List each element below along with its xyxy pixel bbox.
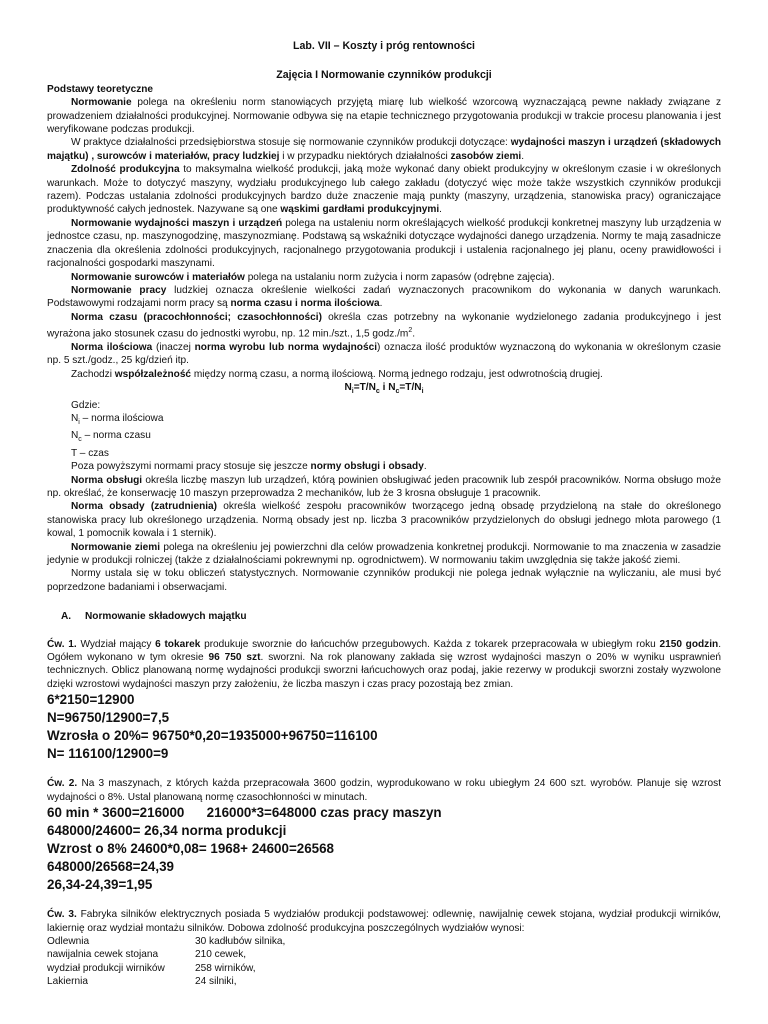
paragraph-normy-statystyka: Normy ustala się w toku obliczeń statystycznych. Normowanie czynników produkcji nie polega jednak wyłącznie na wyliczaniu, ale musi być poprzedzone badaniami i obserwacjami. [47, 568, 721, 593]
paragraph-norma-obsady: Norma obsady (zatrudnienia) określa wielkość zespołu pracowników tworzącego jedną obsadę przydzieloną na stałe do określonego stanowiska pracy lub określonego urządzenia. Normą obsady jest np. liczba 3 pracowników przydzielonych do obsługi jednego młota parowego (1 kowal, 1 pomocnik kowala i 1 sternik). [47, 501, 721, 540]
calc-line: 648000/24600= 26,34 norma produkcji [47, 823, 287, 839]
exercise-2: Ćw. 2. Na 3 maszynach, z których każda przepracowała 3600 godzin, wyprodukowano w roku ubiegłym 24 600 szt. wyrobów. Planuje się wzrost wydajności o 8%. Ustal planowaną normę czasochłonności w minutach. [47, 778, 722, 803]
calc-line: N=96750/12900=7,5 [47, 710, 170, 726]
calc-line: 6*2150=12900 [47, 692, 135, 708]
document-subtitle: Zajęcia I Normowanie czynników produkcji [276, 69, 492, 82]
calc-line: 648000/26568=24,39 [47, 859, 174, 875]
section-a-heading: A. Normowanie składowych majątku [61, 611, 247, 623]
exercise-1: Ćw. 1. Wydział mający 6 tokarek produkuje sworznie do łańcuchów przegubowych. Każda z tokarek przepracowała w ubiegłym roku 2150 godzin. Ogółem wykonano w tym okresie 96 750 szt. sworzni. Na rok planowany zakłada się wzrost wydajności maszyn o 20% w wyniku usprawnień technicznych. Oblicz planowaną normę wydajności produkcji sworzni łańcuchowych oraz podaj, jakie rezerwy w produkcji sworzni zostały wyzwolone dzięki wzrostowi wydajności maszyn przy założeniu, że liczba maszyn i czas pracy pozostają bez zmian. [47, 638, 722, 690]
calc-line: 26,34-24,39=1,95 [47, 877, 153, 893]
table-row: wydział produkcji wirników 258 wirników, [47, 962, 256, 974]
paragraph-praca: Normowanie pracy ludzkiej oznacza określenie wielkości zadań wyznaczonych pracownikom do wykonania w danych warunkach. Podstawowymi rodzajami norm pracy są norma czasu i norma ilościowa. [47, 284, 721, 310]
paragraph-surowce: Normowanie surowców i materiałów polega na ustalaniu norm zużycia i norm zapasów (odrębne zajęcia). [71, 271, 555, 283]
paragraph-wspolzaleznosc: Zachodzi współzależność między normą czasu, a normą ilościową. Normą jednego rodzaju, jest odwrotnością drugiej. [71, 368, 603, 380]
table-row: Odlewnia 30 kadłubów silnika, [47, 935, 286, 947]
legend-nc: $N_c$ – norma czasu [71, 430, 151, 444]
paragraph-norma-ilosciowa: Norma ilościowa (inaczej norma wyrobu lub norma wydajności) oznacza ilość produktów wyznaczoną do wykonania w określonym czasie np. 5 szt./godz., 25 kg/dzień itp. [47, 341, 721, 367]
document-page [47, 40, 721, 989]
capacity-table [47, 935, 721, 989]
paragraph-obsluga-obsada: Poza powyższymi normami pracy stosuje się jeszcze normy obsługi i obsady. [71, 461, 427, 473]
legend-ni: $N_i$ – norma ilościowa [71, 412, 164, 426]
section-heading: Podstawy teoretyczne [47, 83, 154, 95]
formula-legend [71, 399, 721, 461]
paragraph-norma-obslugi: Norma obsługi określa liczbę maszyn lub urządzeń, którą powinien obsługiwać jeden pracownik lub zespół pracowników. Norma obsługo może np. określać, że konserwację 10 maszyn przeprowadza 2 mechaników, lub że 3 krosna obsługuje 1 pracownik. [47, 474, 721, 499]
calc-line: N= 116100/12900=9 [47, 746, 169, 762]
exercise-1-calculations [47, 691, 721, 763]
document-title: Lab. VII – Koszty i próg rentowności [293, 40, 475, 52]
calc-line: Wzrosła o 20%= 96750*0,20=1935000+96750=116100 [47, 728, 378, 744]
paragraph-praktyka: W praktyce działalności przedsiębiorstwa stosuje się normowanie czynników produkcji dotyczące: wydajności maszyn i urządzeń (składowych majątku) , surowców i materiałów, pracy ludzkiej i w przypadku niektórych działalności zasobów ziemi. [47, 137, 721, 162]
exercise-3: Ćw. 3. Fabryka silników elektrycznych posiada 5 wydziałów produkcji podstawowej: odlewnię, nawijalnię cewek stojana, wydział produkcji wirników, lakiernię oraz wydział montażu silników. Dobowa zdolność produkcyjna poszczególnych wydziałów wynosi: [47, 909, 721, 934]
table-row: Lakiernia 24 silniki, [47, 976, 237, 988]
paragraph-norma-czasu: Norma czasu (pracochłonności; czasochłonności) określa czas potrzebny na wykonanie wydzielonego zadania produkcyjnego i jest wyrażona jako stosunek czasu do jednostki wyrobu, np. 12 min./szt., 1,5 $godz./m^2$. [47, 311, 721, 340]
calc-line: Wzrost o 8% 24600*0,08= 1968+ 24600=26568 [47, 841, 334, 857]
formula: $N_i=T/N_c$ i $N_c=T/N_i$ [344, 382, 424, 396]
calc-line: 60 min * 3600=216000 216000*3=648000 czas pracy maszyn [47, 805, 442, 821]
paragraph-normowanie: Normowanie polega na określeniu norm stanowiących przyjętą miarę lub wielkość wzorcową wyznaczającą pewne nakłady związane z prowadzeniem działalności produkcyjnej. Normowanie odbywa się na etapie technicznego przygotowania produkcji w trakcie procesu planowania i jest weryfikowane podczas produkcji. [47, 97, 721, 136]
exercise-2-calculations [47, 804, 721, 894]
paragraph-zdolnosc: Zdolność produkcyjna to maksymalna wielkość produkcji, jaką może wykonać dany obiekt produkcyjny w określonym czasie i w określonych warunkach. Może to dotyczyć maszyny, wydziału produkcyjnego lub całego zakładu (dotyczyć więc może także wszystkich czynników produkcji razem). Podczas ustalania zdolności produkcyjnych bardzo duże znaczenie mają punkty (maszyny, urządzenia, stanowiska pracy) ograniczające produktywność całych jednostek. Nazywane są one wąskimi gardłami produkcyjnymi. [47, 164, 721, 216]
table-row: nawijalnia cewek stojana 210 cewek, [47, 949, 247, 961]
legend-where: Gdzie: [71, 399, 101, 411]
paragraph-normowanie-ziemi: Normowanie ziemi polega na określeniu jej powierzchni dla celów prowadzenia konkretnej produkcji. Normowanie to ma znaczenia w zasadzie jedynie w produkcji rolniczej (także z działalnościami pokrewnymi np. ogrodnictwem). W normowaniu takim uwzględnia się także jakość ziemi. [47, 541, 721, 567]
legend-t: T – czas [71, 447, 109, 459]
paragraph-wydajnosc-maszyn: Normowanie wydajności maszyn i urządzeń polega na ustaleniu norm określających wielkość produkcji konkretnej maszyny lub urządzenia w jednostce czasu, np. maszynogodzinę, maszynozmianę. Podstawą są wskaźniki dotyczące wydajności danego urządzenia. Normy te mają zasadnicze znaczenia dla określenia zdolności produkcyjnych, racjonalnego przygotowania produkcji i ustalenia racjonalnego jej planu, oceny prawidłowości i racjonalności gospodarki maszynami. [47, 217, 722, 270]
